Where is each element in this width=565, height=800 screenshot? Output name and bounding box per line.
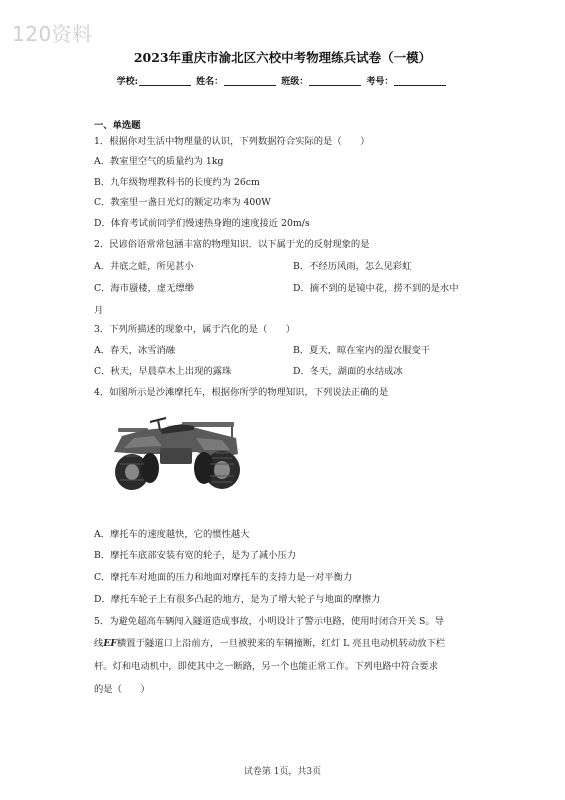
- school-label: 学校:: [116, 77, 138, 87]
- q2-stem: 2．民谚俗语常常包涵丰富的物理知识．以下属于光的反射现象的是: [94, 239, 370, 250]
- q2-option-a: A．井底之蛙，所见甚小: [94, 261, 194, 272]
- q5-line-2-post: 横置于隧道口上沿前方，一旦被驶来的车辆撞断，红灯 L 亮且电动机转动放下栏: [117, 638, 446, 649]
- page-footer: 试卷第 1页，共3页: [243, 767, 322, 777]
- q3-option-a: A．春天，冰雪消融: [94, 345, 176, 356]
- q2-option-d-continued: 月: [94, 305, 104, 316]
- q1-option-a: A．教室里空气的质量约为 1kg: [94, 156, 224, 167]
- q5-line-2-pre: 线: [94, 638, 104, 649]
- q2-option-d: D．摘不到的是镜中花，捞不到的是水中: [293, 283, 459, 294]
- q1-option-c: C．教室里一盏日光灯的额定功率为 400W: [94, 197, 271, 208]
- q4-option-d: D．摩托车轮子上有很多凸起的地方，是为了增大轮子与地面的摩擦力: [94, 594, 381, 605]
- q3-option-c: C．秋天，早晨草木上出现的露珠: [94, 366, 232, 377]
- student-info-line: [0, 74, 565, 87]
- q4-option-a: A．摩托车的速度越快，它的惯性越大: [94, 529, 250, 540]
- q4-option-b: B．摩托车底部安装有宽的轮子，是为了减小压力: [94, 550, 297, 561]
- q1-stem: 1．根据你对生活中物理量的认识，下列数据符合实际的是（ ）: [94, 136, 370, 147]
- q5-line-1: 5．为避免超高车辆闯入隧道造成事故，小明设计了警示电路，使用时闭合开关 S。导: [94, 616, 444, 627]
- q4-option-c: C．摩托车对地面的压力和地面对摩托车的支持力是一对平衡力: [94, 572, 353, 583]
- q1-option-d: D．体育考试前同学们慢速热身跑的速度接近 20m/s: [94, 218, 310, 229]
- q5-wire-ef: EF: [103, 638, 117, 649]
- exam-number-label: 考号：: [366, 77, 394, 87]
- q3-option-d: D．冬天，湖面的水结成冰: [293, 366, 403, 377]
- name-label: 姓名：: [196, 77, 224, 87]
- q4-stem: 4．如图所示是沙滩摩托车，根据你所学的物理知识，下列说法正确的是: [94, 387, 389, 398]
- watermark: 120资料: [12, 22, 93, 46]
- q3-stem: 3．下列所描述的现象中，属于汽化的是（ ）: [94, 324, 296, 335]
- q5-line-2: [94, 638, 445, 650]
- exam-number-blank: [394, 76, 446, 86]
- q2-option-c: C．海市蜃楼，虚无缥缈: [94, 283, 195, 294]
- class-blank: [309, 76, 361, 86]
- class-label: 班级：: [281, 77, 309, 87]
- name-blank: [224, 76, 276, 86]
- q2-option-b: B．不经历风雨，怎么见彩虹: [293, 261, 412, 272]
- q5-line-3: 杆。灯和电动机中，即使其中之一断路，另一个也能正常工作。下列电路中符合要求: [94, 661, 438, 672]
- section-heading: 一、单选题: [94, 120, 141, 131]
- atv-image: [104, 408, 246, 492]
- q1-option-b: B．九年级物理教科书的长度约为 26cm: [94, 177, 260, 188]
- q3-option-b: B．夏天，晾在室内的湿衣服变干: [293, 345, 430, 356]
- q5-line-4: 的是（ ）: [94, 684, 150, 695]
- school-blank: [139, 76, 191, 86]
- page-title: 2023年重庆市渝北区六校中考物理练兵试卷（一模）: [133, 50, 432, 65]
